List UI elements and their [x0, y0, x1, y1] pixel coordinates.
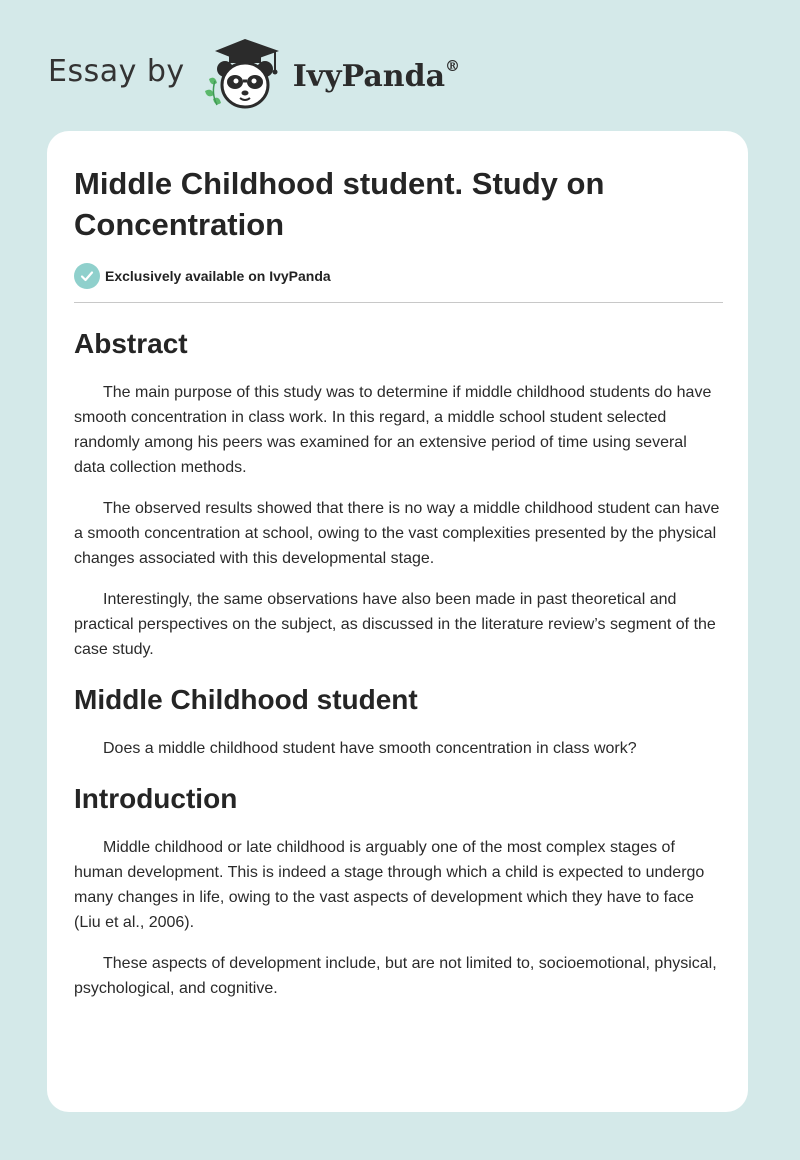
section-heading: Abstract: [74, 328, 188, 359]
site-header: [48, 34, 460, 114]
essay-title: Middle Childhood student. Study on Concentration: [74, 166, 605, 242]
paragraph: The main purpose of this study was to determine if middle childhood students do have smooth concentration in class work. In this regard, a middle school student selected randomly among his peers was examined for an extensive period of time using several data collection methods.: [74, 384, 712, 476]
brand-name: [292, 56, 461, 94]
brand-text: IvyPanda: [292, 58, 446, 94]
exclusive-badge: [74, 263, 722, 289]
paragraph: These aspects of development include, but are not limited to, socioemotional, physical, psychological, and cognitive.: [74, 955, 717, 997]
check-icon: [74, 263, 100, 289]
section-abstract: [74, 327, 722, 662]
essay-card: [47, 131, 748, 1112]
paragraph: Middle childhood or late childhood is arguably one of the most complex stages of human development. This is indeed a stage through which a child is expected to undergo many changes in life, owing to the vast aspects of development which they have to face (Liu et al., 2006).: [74, 839, 705, 931]
panda-graduate-icon: [199, 35, 291, 113]
paragraph: Does a middle childhood student have smooth concentration in class work?: [103, 740, 637, 757]
section-heading: Introduction: [74, 783, 238, 814]
divider: [74, 302, 723, 303]
paragraph: Interestingly, the same observations have also been made in past theoretical and practical perspectives on the subject, as discussed in the literature review’s segment of the case study.: [74, 591, 716, 658]
section-heading: Middle Childhood student: [74, 684, 418, 715]
exclusive-badge-label: Exclusively available on IvyPanda: [105, 268, 331, 284]
section-introduction: [74, 782, 722, 1001]
section-middle-childhood-student: [74, 683, 722, 761]
paragraph: The observed results showed that there is no way a middle childhood student can have a smooth concentration at school, owing to the vast complexities presented by the physical changes associated with this developmental stage.: [74, 500, 720, 567]
essay-by-label: Essay by: [48, 53, 185, 89]
registered-mark: ®: [445, 56, 461, 75]
